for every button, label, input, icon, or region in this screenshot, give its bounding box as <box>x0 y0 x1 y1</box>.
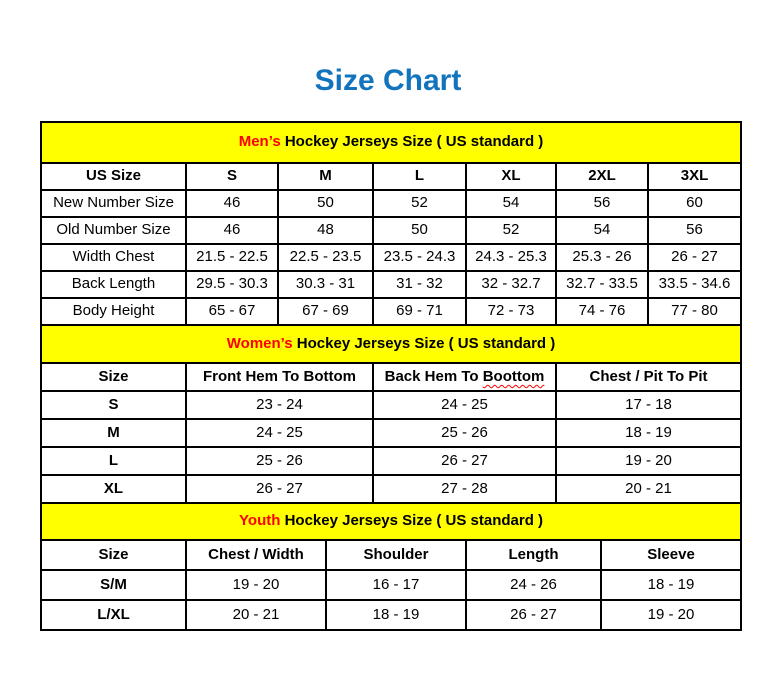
row-label-cell: M <box>41 419 186 447</box>
value-cell: 52 <box>373 190 466 217</box>
value-cell: 18 - 19 <box>326 600 466 630</box>
column-header-cell: Length <box>466 540 601 570</box>
table-row <box>41 244 741 271</box>
value-cell: 31 - 32 <box>373 271 466 298</box>
value-cell: 23 - 24 <box>186 391 373 419</box>
column-header-cell: M <box>278 163 373 190</box>
column-header-cell: S <box>186 163 278 190</box>
value-cell: 48 <box>278 217 373 244</box>
value-cell: 18 - 19 <box>556 419 741 447</box>
row-label-cell: S <box>41 391 186 419</box>
column-header-cell: Chest / Pit To Pit <box>556 363 741 391</box>
value-cell: 26 - 27 <box>648 244 741 271</box>
value-cell: 25 - 26 <box>373 419 556 447</box>
table-row <box>41 475 741 503</box>
value-cell: 54 <box>466 190 556 217</box>
section-title-highlight: Youth <box>239 512 281 530</box>
row-label-cell: L <box>41 447 186 475</box>
value-cell: 26 - 27 <box>466 600 601 630</box>
value-cell: 19 - 20 <box>186 570 326 600</box>
value-cell: 19 - 20 <box>556 447 741 475</box>
column-header-cell: Sleeve <box>601 540 741 570</box>
value-cell: 46 <box>186 190 278 217</box>
column-header-cell: US Size <box>41 163 186 190</box>
value-cell: 25.3 - 26 <box>556 244 648 271</box>
value-cell: 25 - 26 <box>186 447 373 475</box>
value-cell: 74 - 76 <box>556 298 648 325</box>
table-row <box>41 570 741 600</box>
value-cell: 56 <box>556 190 648 217</box>
value-cell: 24 - 25 <box>186 419 373 447</box>
value-cell: 18 - 19 <box>601 570 741 600</box>
column-header-cell: Front Hem To Bottom <box>186 363 373 391</box>
womens-size-table <box>40 324 742 504</box>
value-cell: 17 - 18 <box>556 391 741 419</box>
value-cell: 33.5 - 34.6 <box>648 271 741 298</box>
section-title-highlight: Men’s <box>238 133 281 151</box>
section-title: Men’s Hockey Jerseys Size ( US standard ) <box>41 122 741 163</box>
column-header-cell: Size <box>41 363 186 391</box>
mens-size-table <box>40 121 742 326</box>
value-cell: 50 <box>278 190 373 217</box>
table-row <box>41 419 741 447</box>
value-cell: 54 <box>556 217 648 244</box>
value-cell: 26 - 27 <box>186 475 373 503</box>
row-label-cell: L/XL <box>41 600 186 630</box>
youth-size-table <box>40 502 742 631</box>
value-cell: 22.5 - 23.5 <box>278 244 373 271</box>
section-title: Women’s Hockey Jerseys Size ( US standard ) <box>41 325 741 363</box>
value-cell: 77 - 80 <box>648 298 741 325</box>
value-cell: 67 - 69 <box>278 298 373 325</box>
value-cell: 52 <box>466 217 556 244</box>
value-cell: 72 - 73 <box>466 298 556 325</box>
value-cell: 21.5 - 22.5 <box>186 244 278 271</box>
column-header-cell: 3XL <box>648 163 741 190</box>
table-row <box>41 190 741 217</box>
value-cell: 20 - 21 <box>186 600 326 630</box>
value-cell: 20 - 21 <box>556 475 741 503</box>
value-cell: 60 <box>648 190 741 217</box>
column-header-cell: Size <box>41 540 186 570</box>
row-label-cell: Back Length <box>41 271 186 298</box>
value-cell: 46 <box>186 217 278 244</box>
section-title-highlight: Women’s <box>226 334 293 352</box>
value-cell: 23.5 - 24.3 <box>373 244 466 271</box>
value-cell: 32.7 - 33.5 <box>556 271 648 298</box>
row-label-cell: S/M <box>41 570 186 600</box>
row-label-cell: New Number Size <box>41 190 186 217</box>
column-header-cell: Chest / Width <box>186 540 326 570</box>
column-header-cell: Back Hem To Boottom <box>373 363 556 391</box>
table-row <box>41 447 741 475</box>
column-header-cell: 2XL <box>556 163 648 190</box>
column-header-cell: L <box>373 163 466 190</box>
value-cell: 24 - 25 <box>373 391 556 419</box>
value-cell: 16 - 17 <box>326 570 466 600</box>
page-title: Size Chart <box>314 64 462 97</box>
row-label-cell: Body Height <box>41 298 186 325</box>
value-cell: 69 - 71 <box>373 298 466 325</box>
value-cell: 24 - 26 <box>466 570 601 600</box>
table-row <box>41 217 741 244</box>
value-cell: 26 - 27 <box>373 447 556 475</box>
value-cell: 24.3 - 25.3 <box>466 244 556 271</box>
value-cell: 50 <box>373 217 466 244</box>
row-label-cell: Old Number Size <box>41 217 186 244</box>
misspelled-word: Boottom <box>482 367 545 385</box>
value-cell: 29.5 - 30.3 <box>186 271 278 298</box>
table-row <box>41 271 741 298</box>
value-cell: 65 - 67 <box>186 298 278 325</box>
value-cell: 56 <box>648 217 741 244</box>
row-label-cell: XL <box>41 475 186 503</box>
value-cell: 30.3 - 31 <box>278 271 373 298</box>
size-tables <box>40 121 740 631</box>
table-row <box>41 391 741 419</box>
column-header-cell: XL <box>466 163 556 190</box>
section-title: Youth Hockey Jerseys Size ( US standard ) <box>41 503 741 540</box>
value-cell: 19 - 20 <box>601 600 741 630</box>
row-label-cell: Width Chest <box>41 244 186 271</box>
table-row <box>41 600 741 630</box>
table-row <box>41 298 741 325</box>
column-header-cell: Shoulder <box>326 540 466 570</box>
value-cell: 27 - 28 <box>373 475 556 503</box>
value-cell: 32 - 32.7 <box>466 271 556 298</box>
